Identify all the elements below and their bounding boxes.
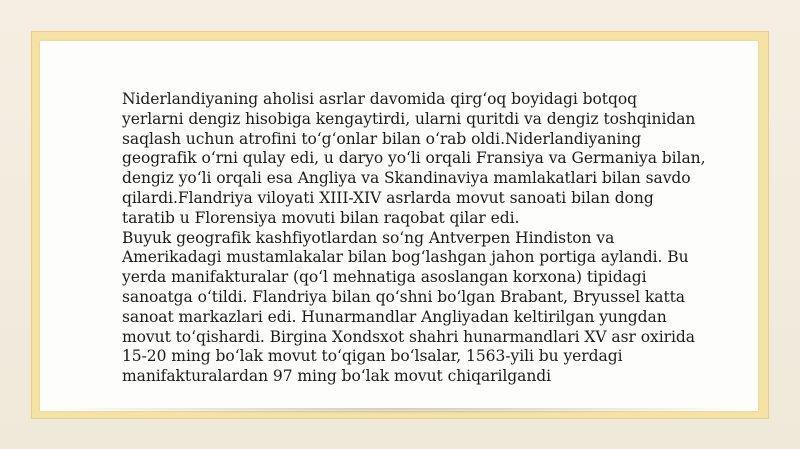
paragraph-niderlandiya: Niderlandiyaning aholisi asrlar davomida qirg‘oq boyidagi botqoq yerlarni dengiz hisobiga kengaytirdi, ularni quritdi va dengiz toshqinidan saqlash uchun atrofini to‘g‘onlar bilan o‘rab oldi.Niderlandiyaning geografik o‘rni qulay edi, u daryo yo‘li orqali Fransiya va Germaniya bilan, dengiz yo‘li orqali esa Angliya va Skandinaviya mamlakatlari bilan savdo qilardi.Flandriya viloyati XIII-XIV asrlarda movut sanoati bilan dong taratib u Florensiya movuti bilan raqobat qilar edi. bbox=[122, 90, 706, 227]
paragraph-antverpen: Buyuk geografik kashfiyotlardan so‘ng Antverpen Hindiston va Amerikadagi mustamlakalar bilan bog‘lashgan jahon portiga aylandi. Bu yerda manifakturalar (qo‘l mehnatiga asoslangan korxona) tipidagi sanoatga o‘tildi. Flandriya bilan qo‘shni bo‘lgan Brabant, Bryussel katta sanoat markazlari edi. Hunarmandlar Angliyadan keltirilgan yungdan movut to‘qishardi. Birgina Xondsxot shahri hunarmandlari XV asr oxirida 15-20 ming bo‘lak movut to‘qigan bo‘lsalar, 1563-yili bu yerdagi manifakturalardan 97 ming bo‘lak movut chiqarilgandi bbox=[122, 228, 695, 386]
slide-text-body bbox=[122, 90, 732, 387]
sheet-shadow bbox=[44, 408, 754, 414]
